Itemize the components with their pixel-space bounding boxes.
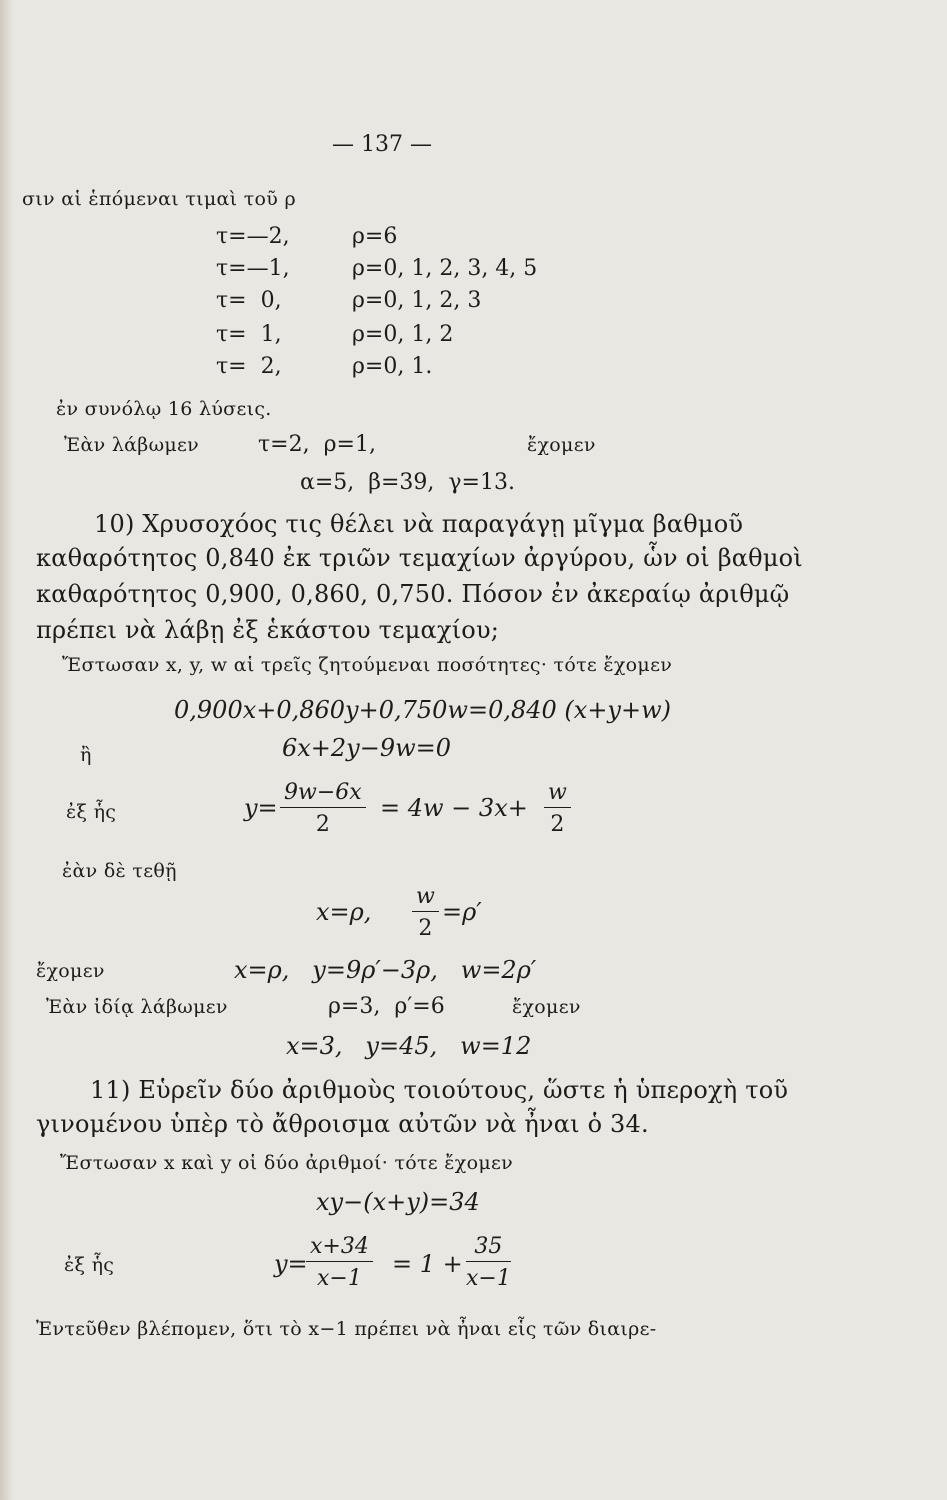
or-label: ἢ (80, 744, 92, 766)
equation-5-rhs-numerator: 35 (474, 1234, 503, 1259)
equation-3-middle: = 4w − 3x+ (380, 794, 528, 822)
equation-3-w-denominator: 2 (550, 812, 565, 837)
general-solution: x=ρ, y=9ρ′−3ρ, w=2ρ′ (234, 956, 537, 984)
equation-3-fraction (280, 780, 366, 837)
special-case-values: ρ=3, ρ′=6 (328, 994, 445, 1019)
set-w-fraction (412, 884, 439, 941)
tau-value-1: τ=—2, (216, 224, 290, 249)
whence-label-2: ἐξ ἧς (64, 1254, 115, 1276)
set-rhs: =ρ′ (442, 898, 482, 926)
let-xy-line: Ἔστωσαν x καὶ y οἱ δύο ἀριθμοί· τότε ἔχομεν (60, 1152, 513, 1174)
if-set-label: ἐὰν δὲ τεθῇ (62, 860, 177, 882)
equation-2: 6x+2y−9w=0 (282, 734, 452, 762)
equation-5-rhs-denominator: x−1 (466, 1266, 511, 1291)
total-solutions: ἐν συνόλῳ 16 λύσεις. (56, 398, 272, 420)
page-edge-shadow (0, 0, 14, 1500)
tau-value-2: τ=—1, (216, 256, 290, 281)
page-number: — 137 — (332, 132, 432, 157)
equation-3-denominator: 2 (315, 812, 330, 837)
equation-5-middle: = 1 + (392, 1250, 463, 1278)
equation-3-w-numerator: w (548, 780, 567, 805)
problem-10-line-2: καθαρότητος 0,840 ἐκ τριῶν τεμαχίων ἀργύρου, ὧν οἱ βαθμοὶ (36, 544, 803, 572)
we-have-label-3: ἔχομεν (512, 996, 581, 1018)
equation-5-lhs: y= (274, 1250, 308, 1278)
problem-11-line-2: γινομένου ὑπὲρ τὸ ἄθροισμα αὐτῶν νὰ ἦναι ὁ 34. (36, 1110, 649, 1138)
if-we-take-values: τ=2, ρ=1, (258, 432, 376, 457)
equation-3-lhs: y= (244, 794, 278, 822)
set-w-denominator: 2 (418, 916, 433, 941)
equation-3-w-fraction (544, 780, 571, 837)
equation-1: 0,900x+0,860y+0,750w=0,840 (x+y+w) (174, 696, 672, 724)
problem-10-line-4: πρέπει νὰ λάβῃ ἐξ ἑκάστου τεμαχίου; (36, 616, 500, 644)
tau-value-4: τ= 1, (216, 322, 282, 347)
equation-5-denominator: x−1 (317, 1266, 362, 1291)
rho-values-2: ρ=0, 1, 2, 3, 4, 5 (352, 256, 538, 281)
whence-label-1: ἐξ ἧς (66, 801, 117, 823)
intro-line: σιν αἱ ἑπόμεναι τιμαὶ τοῦ ρ (22, 188, 296, 210)
if-we-take-label: Ἐὰν λάβωμεν (64, 434, 200, 456)
let-xyw-line: Ἔστωσαν x, y, w αἱ τρεῖς ζητούμεναι ποσότητες· τότε ἔχομεν (62, 654, 673, 676)
set-x: x=ρ, (316, 898, 372, 926)
alpha-beta-gamma: α=5, β=39, γ=13. (300, 470, 515, 495)
tau-value-3: τ= 0, (216, 288, 282, 313)
particular-solution: x=3, y=45, w=12 (286, 1032, 532, 1060)
problem-10-line-1: 10) Χρυσοχόος τις θέλει νὰ παραγάγῃ μῖγμα βαθμοῦ (94, 510, 744, 538)
we-have-label-1: ἔχομεν (527, 434, 596, 456)
equation-4: xy−(x+y)=34 (316, 1188, 480, 1216)
equation-5-numerator: x+34 (310, 1234, 369, 1259)
rho-values-3: ρ=0, 1, 2, 3 (352, 288, 482, 313)
equation-5-fraction (306, 1234, 373, 1291)
we-have-label-2: ἔχομεν (36, 960, 105, 982)
final-line: Ἐντεῦθεν βλέπομεν, ὅτι τὸ x−1 πρέπει νὰ ἦναι εἷς τῶν διαιρε- (36, 1318, 657, 1340)
problem-11-line-1: 11) Εὑρεῖν δύο ἀριθμοὺς τοιούτους, ὥστε ἡ ὑπεροχὴ τοῦ (90, 1076, 789, 1104)
rho-values-5: ρ=0, 1. (352, 354, 433, 379)
tau-value-5: τ= 2, (216, 354, 282, 379)
rho-values-1: ρ=6 (352, 224, 398, 249)
set-w-numerator: w (416, 884, 435, 909)
rho-values-4: ρ=0, 1, 2 (352, 322, 454, 347)
equation-3-numerator: 9w−6x (284, 780, 362, 805)
equation-5-rhs-fraction (466, 1234, 511, 1291)
problem-10-line-3: καθαρότητος 0,900, 0,860, 0,750. Πόσον ἐν ἀκεραίῳ ἀριθμῷ (36, 580, 790, 608)
special-case-label: Ἐὰν ἰδίᾳ λάβωμεν (46, 996, 228, 1018)
